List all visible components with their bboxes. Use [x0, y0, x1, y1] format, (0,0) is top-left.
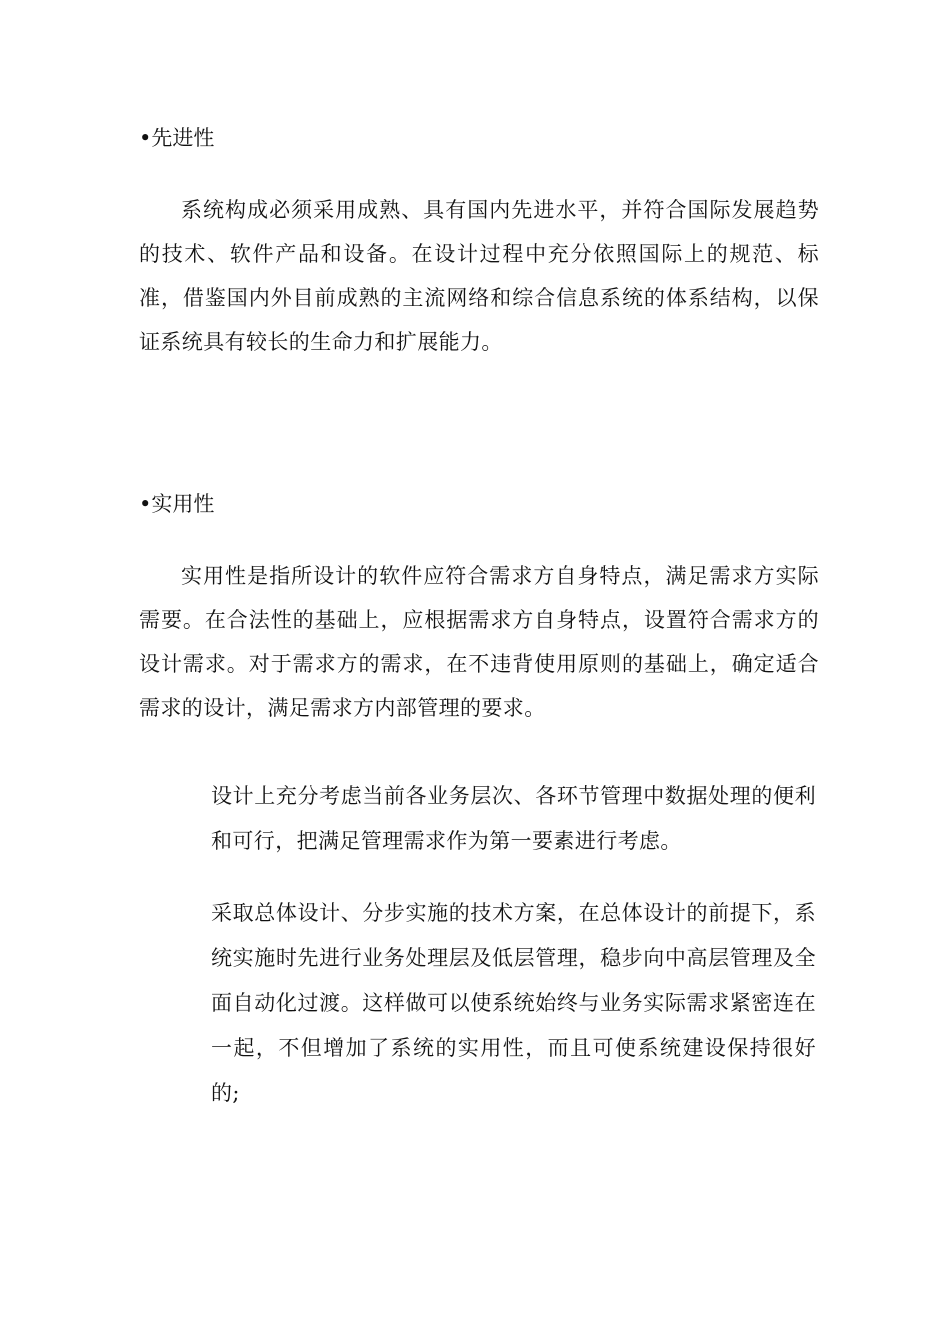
practical-point-1: 设计上充分考虑当前各业务层次、各环节管理中数据处理的便利和可行，把满足管理需求作为第一要素进行考虑。 — [211, 784, 816, 853]
section-heading-practical: •实用性 — [139, 492, 215, 516]
section-paragraph-practical: 实用性是指所设计的软件应符合需求方自身特点，满足需求方实际需要。在合法性的基础上，应根据需求方自身特点，设置符合需求方的设计需求。对于需求方的需求，在不违背使用原则的基础上，确定适合需求的设计，满足需求方内部管理的要求。 — [139, 564, 819, 720]
section-paragraph-advanced: 系统构成必须采用成熟、具有国内先进水平，并符合国际发展趋势的技术、软件产品和设备。在设计过程中充分依照国际上的规范、标准，借鉴国内外目前成熟的主流网络和综合信息系统的体系结构，以保证系统具有较长的生命力和扩展能力。 — [139, 198, 819, 354]
practical-point-2: 采取总体设计、分步实施的技术方案，在总体设计的前提下，系统实施时先进行业务处理层及低层管理，稳步向中高层管理及全面自动化过渡。这样做可以使系统始终与业务实际需求紧密连在一起，不但增加了系统的实用性，而且可使系统建设保持很好的; — [211, 901, 816, 1105]
section-heading-advanced: •先进性 — [139, 126, 215, 150]
